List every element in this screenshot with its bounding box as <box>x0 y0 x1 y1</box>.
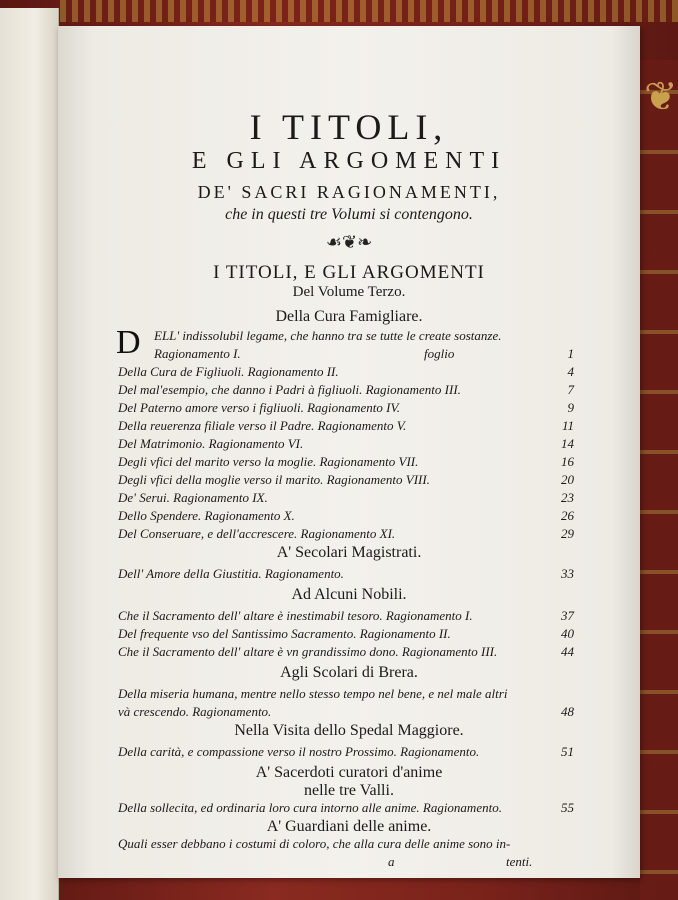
toc-entry: Della Cura de Figliuoli. Ragionamento II. 4 <box>118 364 574 379</box>
volume-heading: I TITOLI, E GLI ARGOMENTI <box>213 262 485 283</box>
toc-entry: Dell' Amore della Giustitia. Ragionamento. 33 <box>118 566 574 581</box>
catchword: tenti. <box>506 854 533 869</box>
first-entry-ref: Ragionamento I. <box>154 346 241 361</box>
left-page-edge <box>0 8 59 900</box>
book-page <box>58 26 640 878</box>
title-line-1: I TITOLI, <box>249 107 449 147</box>
toc-entry-line-2: và crescendo. Ragionamento. 48 <box>118 704 574 719</box>
toc-entry: Del frequente vso del Santissimo Sacramento. Ragionamento II. 40 <box>118 626 574 641</box>
toc-entry-line-1: Della miseria humana, mentre nello stesso tempo nel bene, e nel male altri <box>118 686 508 701</box>
toc-entry: Della sollecita, ed ordinaria loro cura intorno alle anime. Ragionamento. 55 <box>118 800 574 815</box>
section-nobili: Ad Alcuni Nobili. <box>291 586 407 603</box>
section-spedal: Nella Visita dello Spedal Maggiore. <box>234 722 464 739</box>
toc-entry: De' Serui. Ragionamento IX. 23 <box>118 490 574 505</box>
drop-cap: D <box>116 324 141 361</box>
toc-entry: Degli vfici del marito verso la moglie. Ragionamento VII. 16 <box>118 454 574 469</box>
toc-entry: Della reuerenza filiale verso il Padre. Ragionamento V. 11 <box>118 418 574 433</box>
section-brera: Agli Scolari di Brera. <box>280 664 418 681</box>
section-cura: Della Cura Famigliare. <box>275 308 423 325</box>
toc-entry: Del Paterno amore verso i figliuoli. Ragionamento IV. 9 <box>118 400 574 415</box>
section-guardiani: A' Guardiani delle anime. <box>266 818 432 835</box>
catchword-signature: a <box>388 854 395 869</box>
page-number: 1 <box>567 346 574 361</box>
first-entry-line-2 <box>154 346 574 362</box>
section-valli: nelle tre Valli. <box>304 782 394 799</box>
toc-entry: Dello Spendere. Ragionamento X. 26 <box>118 508 574 523</box>
title-line-4: che in questi tre Volumi si contengono. <box>225 206 473 223</box>
toc-entry: Che il Sacramento dell' altare è vn grandissimo dono. Ragionamento III. 44 <box>118 644 574 659</box>
foglio-label: foglio <box>424 346 455 361</box>
first-entry-line-1: ELL' indissolubil legame, che hanno tra se tutte le create sostanze. <box>154 328 502 343</box>
volume-subheading: Del Volume Terzo. <box>292 284 406 300</box>
toc-entry: Che il Sacramento dell' altare è inestimabil tesoro. Ragionamento I. 37 <box>118 608 574 623</box>
toc-entry: Degli vfici della moglie verso il marito. Ragionamento VIII. 20 <box>118 472 574 487</box>
title-line-2: E GLI ARGOMENTI <box>191 148 507 174</box>
toc-entry: Della carità, e compassione verso il nostro Prossimo. Ragionamento. 51 <box>118 744 574 759</box>
gilt-border-top <box>60 0 678 22</box>
printer-ornament-icon: ☙❦❧ <box>325 232 373 252</box>
title-line-3: DE' SACRI RAGIONAMENTI, <box>197 182 501 202</box>
toc-entry-line-1: Quali esser debbano i costumi di coloro, che alla cura delle anime sono in- <box>118 836 511 851</box>
section-sacerdoti: A' Sacerdoti curatori d'anime <box>255 764 443 781</box>
toc-entry: Del Conseruare, e dell'accrescere. Ragionamento XI. 29 <box>118 526 574 541</box>
toc-entry: Del Matrimonio. Ragionamento VI. 14 <box>118 436 574 451</box>
section-secolari: A' Secolari Magistrati. <box>276 544 422 561</box>
gilt-border-right <box>640 60 678 900</box>
gilt-flourish-icon: ❦ <box>644 74 678 119</box>
toc-entry: Del mal'esempio, che danno i Padri à figliuoli. Ragionamento III. 7 <box>118 382 574 397</box>
